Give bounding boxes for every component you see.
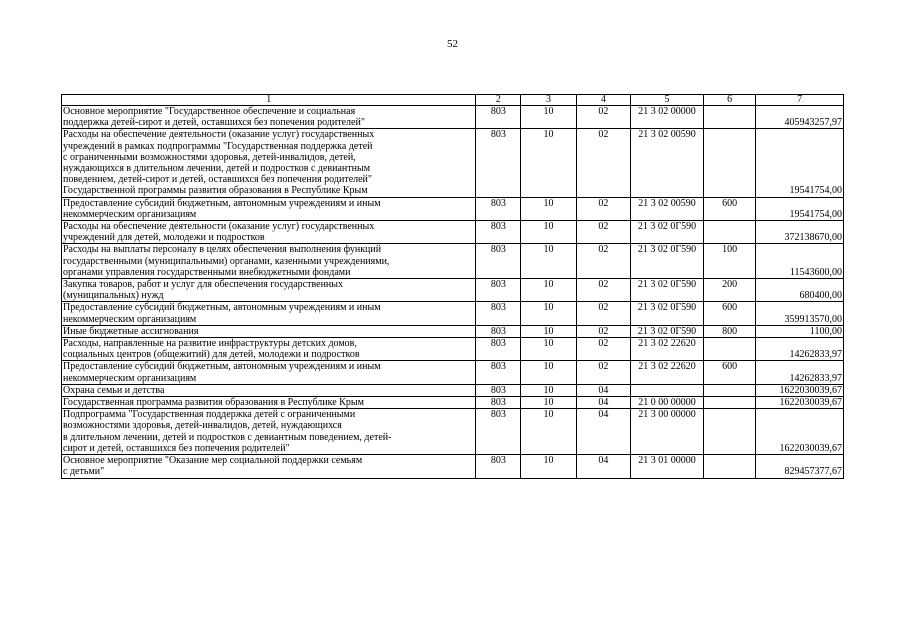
row-name-line: Государственная программа развития образования в Республике Крым bbox=[63, 397, 364, 409]
target-article-cell: 21 3 02 00000 bbox=[630, 106, 703, 129]
amount-cell: 1622030039,67 bbox=[756, 397, 844, 409]
row-name-line: Расходы, направленные на развитие инфраструктуры детских домов, bbox=[63, 338, 357, 350]
row-name-line: Расходы на выплаты персоналу в целях обеспечения выполнения функций bbox=[63, 244, 382, 256]
table-row bbox=[62, 409, 844, 455]
row-name-line: Иные бюджетные ассигнования bbox=[63, 325, 199, 337]
target-article-cell: 21 3 02 22620 bbox=[630, 361, 703, 384]
row-name-line: учреждений для детей, молодежи и подростков bbox=[63, 232, 265, 244]
row-name-cell bbox=[62, 455, 476, 478]
section-code-cell: 10 bbox=[521, 397, 576, 409]
section-code-cell: 10 bbox=[521, 409, 576, 455]
subsection-code-cell: 02 bbox=[576, 197, 630, 220]
table-row bbox=[62, 455, 844, 478]
amount-cell: 19541754,00 bbox=[756, 197, 844, 220]
table-row bbox=[62, 221, 844, 244]
subsection-code-cell: 04 bbox=[576, 455, 630, 478]
subsection-code-cell: 02 bbox=[576, 302, 630, 325]
section-code-cell: 10 bbox=[521, 325, 576, 337]
expense-type-cell bbox=[704, 384, 756, 396]
section-code-cell: 10 bbox=[521, 221, 576, 244]
section-code-cell: 10 bbox=[521, 244, 576, 279]
row-name-line: сирот и детей, оставшихся без попечения родителей" bbox=[63, 442, 290, 454]
grbs-code-cell: 803 bbox=[476, 302, 521, 325]
grbs-code-cell: 803 bbox=[476, 384, 521, 396]
expense-type-cell: 200 bbox=[704, 279, 756, 302]
row-name-line: в длительном лечении, детей и подростков с девиантным поведением, детей- bbox=[63, 431, 392, 443]
row-name-line: Охрана семьи и детства bbox=[63, 384, 165, 396]
row-name-cell bbox=[62, 409, 476, 455]
row-name-line: социальных центров (общежитий) для детей, молодежи и подростков bbox=[63, 349, 360, 361]
row-name-line: некоммерческим организациям bbox=[63, 313, 197, 325]
row-name-line: Подпрограмма "Государственная поддержка детей с ограниченными bbox=[63, 409, 356, 421]
expense-type-cell bbox=[704, 455, 756, 478]
page-number: 52 bbox=[447, 38, 458, 50]
subsection-code-cell: 02 bbox=[576, 338, 630, 361]
subsection-code-cell: 02 bbox=[576, 221, 630, 244]
row-name-cell bbox=[62, 397, 476, 409]
amount-cell: 1622030039,67 bbox=[756, 409, 844, 455]
expense-type-cell: 600 bbox=[704, 361, 756, 384]
column-header-2: 2 bbox=[476, 95, 521, 106]
row-name-cell bbox=[62, 302, 476, 325]
row-name-cell bbox=[62, 221, 476, 244]
table-row bbox=[62, 302, 844, 325]
section-code-cell: 10 bbox=[521, 338, 576, 361]
amount-cell: 829457377,67 bbox=[756, 455, 844, 478]
section-code-cell: 10 bbox=[521, 302, 576, 325]
section-code-cell: 10 bbox=[521, 197, 576, 220]
table-row bbox=[62, 129, 844, 197]
amount-cell: 372138670,00 bbox=[756, 221, 844, 244]
expense-type-cell: 600 bbox=[704, 302, 756, 325]
subsection-code-cell: 02 bbox=[576, 129, 630, 197]
target-article-cell: 21 3 02 0Г590 bbox=[630, 302, 703, 325]
section-code-cell: 10 bbox=[521, 455, 576, 478]
row-name-line: Закупка товаров, работ и услуг для обеспечения государственных bbox=[63, 279, 344, 291]
target-article-cell: 21 3 02 0Г590 bbox=[630, 244, 703, 279]
target-article-cell: 21 3 02 00590 bbox=[630, 197, 703, 220]
row-name-line: возможностями здоровья, детей-инвалидов, детей, нуждающихся bbox=[63, 420, 342, 432]
expense-type-cell bbox=[704, 409, 756, 455]
budget-table bbox=[61, 94, 844, 479]
amount-cell: 1100,00 bbox=[756, 325, 844, 337]
section-code-cell: 10 bbox=[521, 106, 576, 129]
section-code-cell: 10 bbox=[521, 361, 576, 384]
table-row bbox=[62, 325, 844, 337]
table-row bbox=[62, 106, 844, 129]
target-article-cell: 21 0 00 00000 bbox=[630, 397, 703, 409]
table-row bbox=[62, 397, 844, 409]
section-code-cell: 10 bbox=[521, 384, 576, 396]
row-name-cell bbox=[62, 338, 476, 361]
row-name-line: нуждающихся в длительном лечении, детей и подростков с девиантным bbox=[63, 163, 371, 175]
grbs-code-cell: 803 bbox=[476, 129, 521, 197]
table-row bbox=[62, 338, 844, 361]
row-name-cell bbox=[62, 325, 476, 337]
row-name-line: учреждений в рамках подпрограммы "Государственная поддержка детей bbox=[63, 140, 373, 152]
grbs-code-cell: 803 bbox=[476, 338, 521, 361]
table-row bbox=[62, 361, 844, 384]
row-name-cell bbox=[62, 279, 476, 302]
row-name-line: Расходы на обеспечение деятельности (оказание услуг) государственных bbox=[63, 129, 375, 141]
column-header-5: 5 bbox=[630, 95, 703, 106]
expense-type-cell bbox=[704, 221, 756, 244]
row-name-cell bbox=[62, 106, 476, 129]
subsection-code-cell: 04 bbox=[576, 384, 630, 396]
row-name-line: Основное мероприятие "Государственное обеспечение и социальная bbox=[63, 106, 356, 117]
amount-cell: 405943257,97 bbox=[756, 106, 844, 129]
table-row bbox=[62, 244, 844, 279]
row-name-line: Расходы на обеспечение деятельности (оказание услуг) государственных bbox=[63, 221, 375, 233]
grbs-code-cell: 803 bbox=[476, 244, 521, 279]
row-name-cell bbox=[62, 361, 476, 384]
target-article-cell: 21 3 01 00000 bbox=[630, 455, 703, 478]
target-article-cell: 21 3 02 0Г590 bbox=[630, 221, 703, 244]
subsection-code-cell: 02 bbox=[576, 325, 630, 337]
row-name-line: некоммерческим организациям bbox=[63, 208, 197, 220]
expense-type-cell: 800 bbox=[704, 325, 756, 337]
row-name-line: Предоставление субсидий бюджетным, автономным учреждениям и иным bbox=[63, 197, 381, 209]
subsection-code-cell: 04 bbox=[576, 397, 630, 409]
target-article-cell: 21 3 02 0Г590 bbox=[630, 325, 703, 337]
row-name-line: Предоставление субсидий бюджетным, автономным учреждениям и иным bbox=[63, 361, 381, 373]
grbs-code-cell: 803 bbox=[476, 325, 521, 337]
column-header-1: 1 bbox=[62, 95, 476, 106]
grbs-code-cell: 803 bbox=[476, 361, 521, 384]
subsection-code-cell: 02 bbox=[576, 244, 630, 279]
target-article-cell: 21 3 00 00000 bbox=[630, 409, 703, 455]
amount-cell: 14262833,97 bbox=[756, 338, 844, 361]
row-name-line: (муниципальных) нужд bbox=[63, 290, 164, 302]
column-header-7: 7 bbox=[756, 95, 844, 106]
amount-cell: 680400,00 bbox=[756, 279, 844, 302]
row-name-cell bbox=[62, 384, 476, 396]
table-row bbox=[62, 197, 844, 220]
row-name-cell bbox=[62, 197, 476, 220]
table-row bbox=[62, 384, 844, 396]
expense-type-cell: 600 bbox=[704, 197, 756, 220]
grbs-code-cell: 803 bbox=[476, 221, 521, 244]
row-name-cell bbox=[62, 129, 476, 197]
table-row bbox=[62, 279, 844, 302]
grbs-code-cell: 803 bbox=[476, 279, 521, 302]
section-code-cell: 10 bbox=[521, 129, 576, 197]
grbs-code-cell: 803 bbox=[476, 455, 521, 478]
row-name-line: Предоставление субсидий бюджетным, автономным учреждениям и иным bbox=[63, 302, 381, 314]
grbs-code-cell: 803 bbox=[476, 397, 521, 409]
table-header-row bbox=[62, 95, 844, 106]
expense-type-cell bbox=[704, 106, 756, 129]
expense-type-cell: 100 bbox=[704, 244, 756, 279]
amount-cell: 14262833,97 bbox=[756, 361, 844, 384]
expense-type-cell bbox=[704, 397, 756, 409]
grbs-code-cell: 803 bbox=[476, 409, 521, 455]
row-name-line: органами управления государственными внебюджетными фондами bbox=[63, 266, 351, 278]
target-article-cell: 21 3 02 0Г590 bbox=[630, 279, 703, 302]
section-code-cell: 10 bbox=[521, 279, 576, 302]
column-header-4: 4 bbox=[576, 95, 630, 106]
subsection-code-cell: 04 bbox=[576, 409, 630, 455]
subsection-code-cell: 02 bbox=[576, 361, 630, 384]
target-article-cell: 21 3 02 22620 bbox=[630, 338, 703, 361]
row-name-line: Основное мероприятие "Оказание мер социальной поддержки семьям bbox=[63, 455, 363, 467]
row-name-line: поддержка детей-сирот и детей, оставшихся без попечения родителей" bbox=[63, 117, 365, 129]
target-article-cell bbox=[630, 384, 703, 396]
target-article-cell: 21 3 02 00590 bbox=[630, 129, 703, 197]
row-name-cell bbox=[62, 244, 476, 279]
row-name-line: Государственной программы развития образования в Республике Крым bbox=[63, 185, 368, 197]
row-name-line: с ограниченными возможностями здоровья, детей-инвалидов, детей, bbox=[63, 151, 356, 163]
subsection-code-cell: 02 bbox=[576, 106, 630, 129]
row-name-line: некоммерческим организациям bbox=[63, 372, 197, 384]
row-name-line: государственными (муниципальными) органами, казенными учреждениями, bbox=[63, 255, 390, 267]
subsection-code-cell: 02 bbox=[576, 279, 630, 302]
column-header-6: 6 bbox=[704, 95, 756, 106]
column-header-3: 3 bbox=[521, 95, 576, 106]
amount-cell: 359913570,00 bbox=[756, 302, 844, 325]
expense-type-cell bbox=[704, 129, 756, 197]
row-name-line: поведением, детей-сирот и детей, оставшихся без попечения родителей" bbox=[63, 174, 372, 186]
grbs-code-cell: 803 bbox=[476, 106, 521, 129]
amount-cell: 11543600,00 bbox=[756, 244, 844, 279]
amount-cell: 19541754,00 bbox=[756, 129, 844, 197]
grbs-code-cell: 803 bbox=[476, 197, 521, 220]
row-name-line: с детьми" bbox=[63, 466, 105, 478]
amount-cell: 1622030039,67 bbox=[756, 384, 844, 396]
expense-type-cell bbox=[704, 338, 756, 361]
